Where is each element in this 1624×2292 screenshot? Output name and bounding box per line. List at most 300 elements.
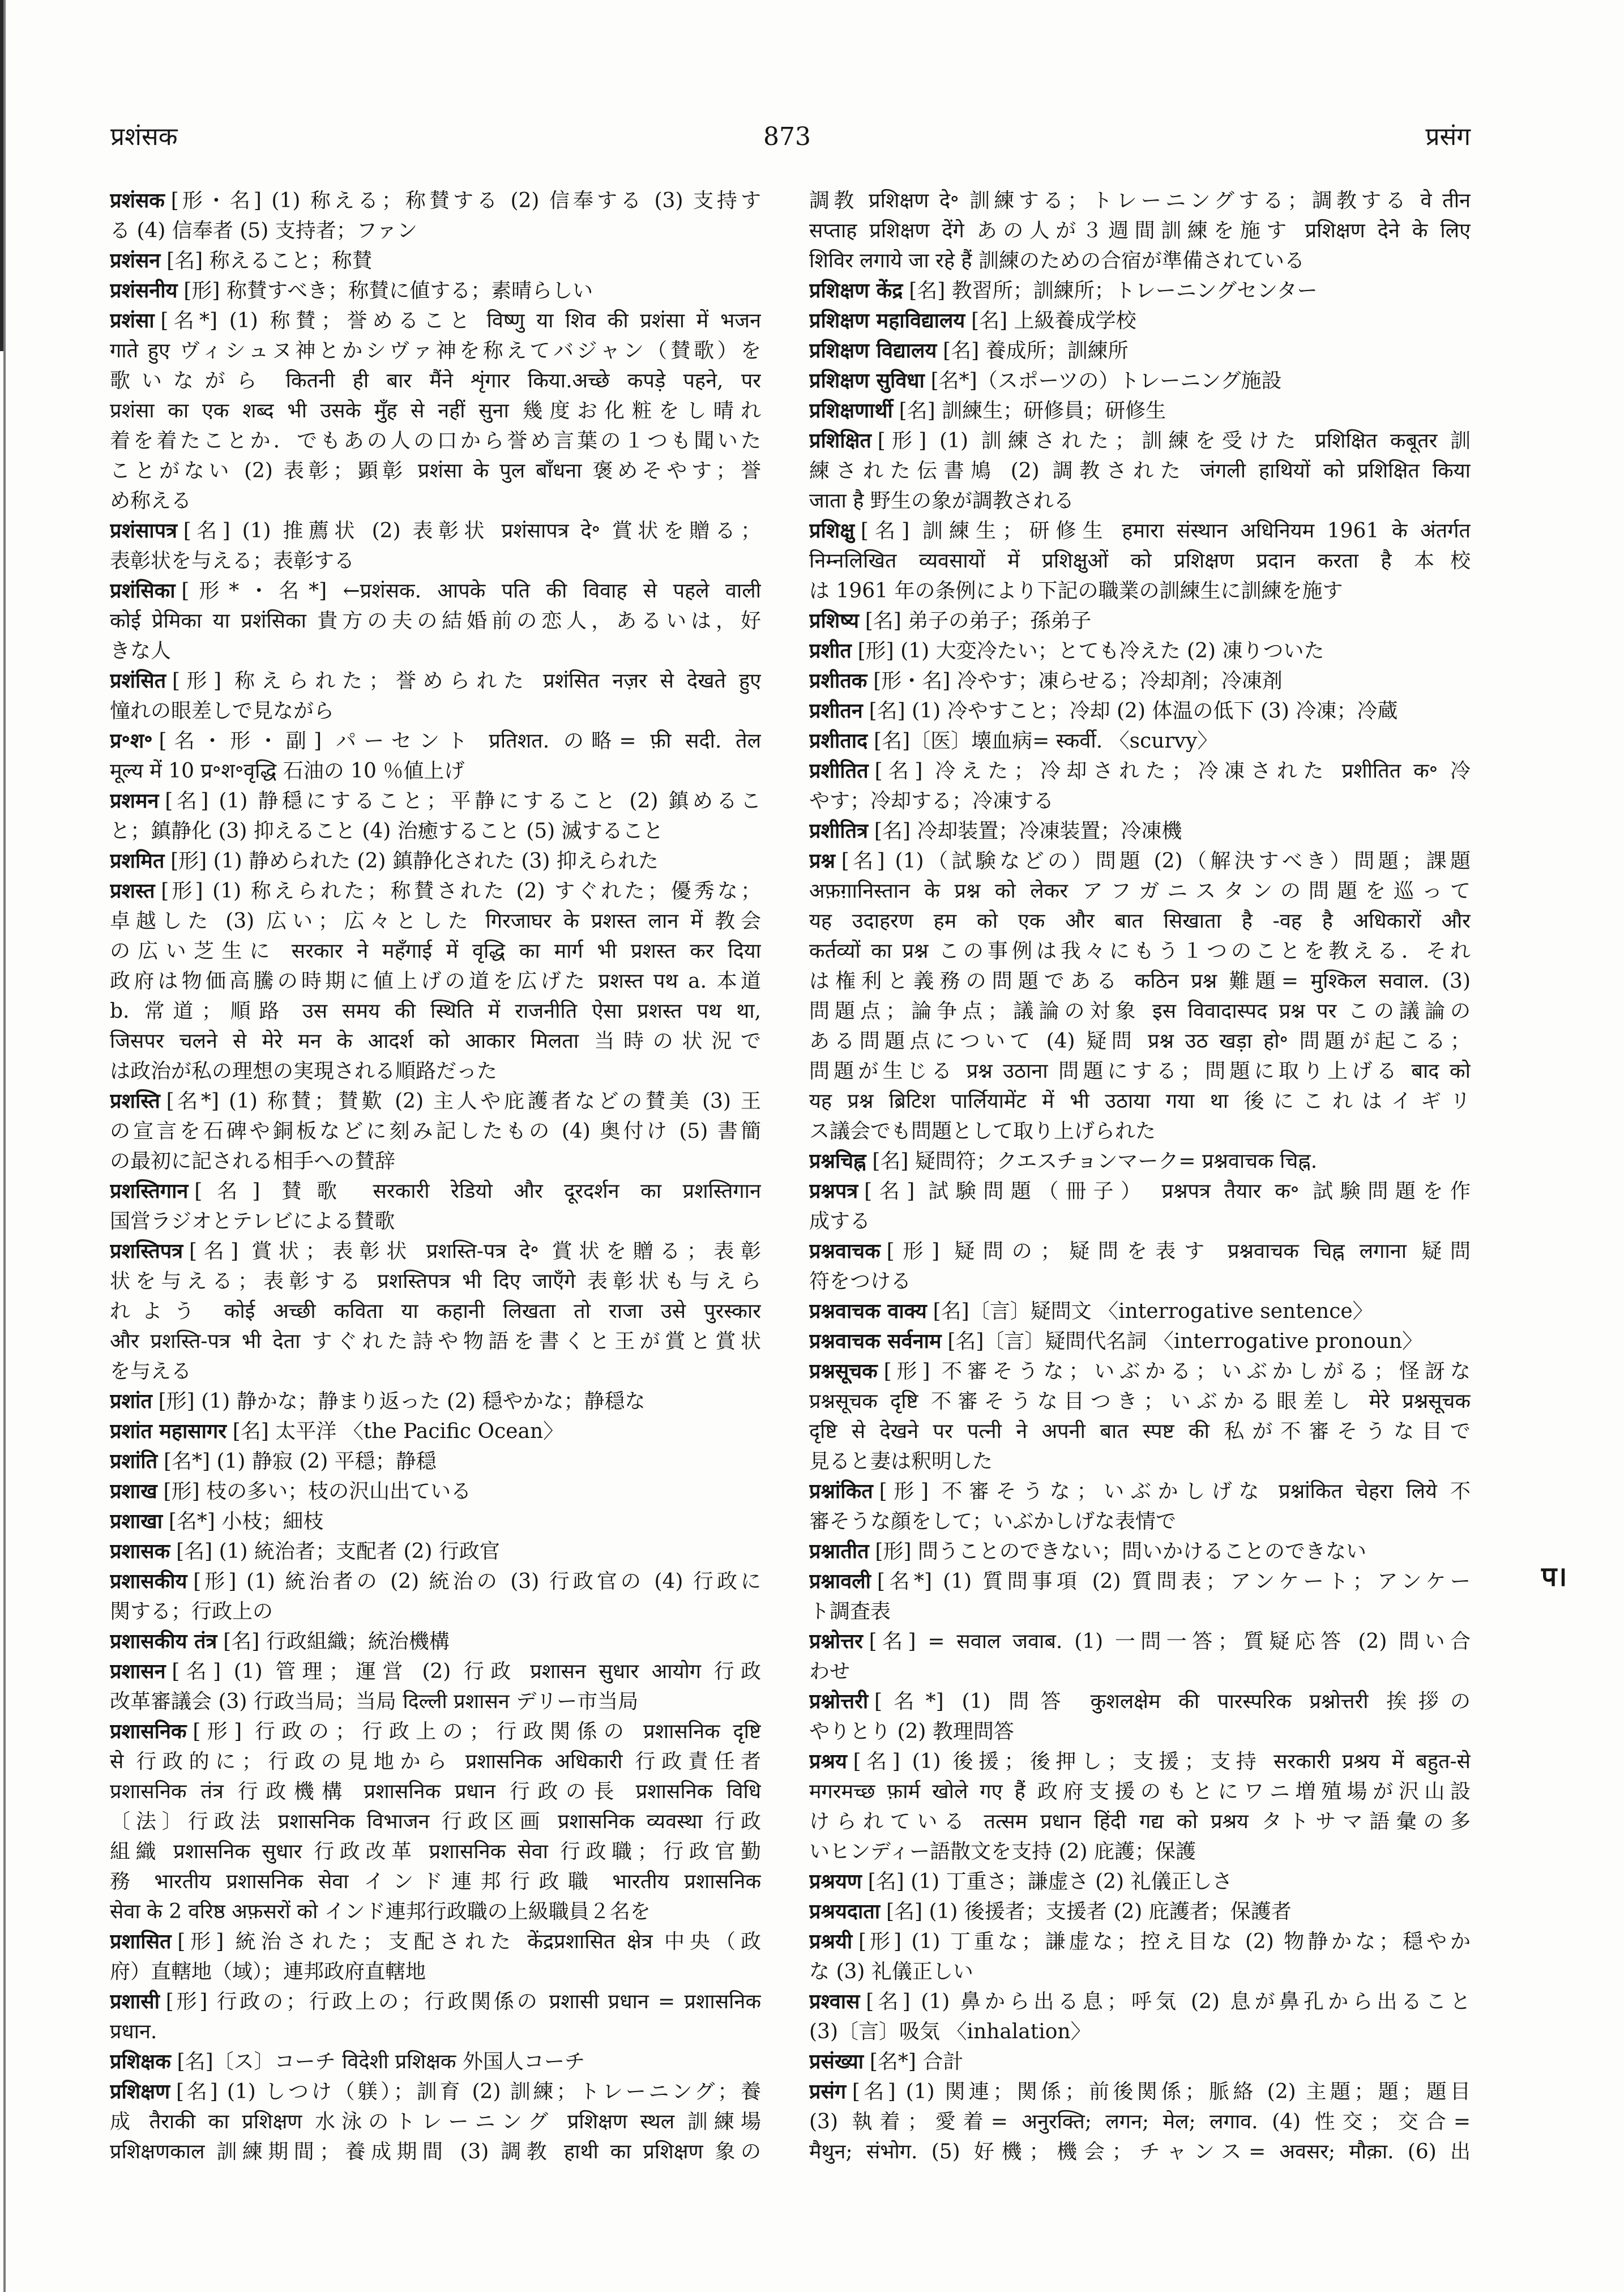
entry-first-line (809, 426, 1471, 456)
entry-headword: प्रश्नचिह्न (809, 1149, 866, 1173)
entry-text: [形] 称賛すべき；称賛に値する；素晴らしい (183, 279, 593, 302)
entry-text: [形・名] (1) 称える；称賛する (2) 信奉する (3) 支持す (170, 189, 761, 212)
entry-continuation-line (809, 1116, 1471, 1146)
entry-text: 状を与える；表彰する प्रशस्तिपत्र भी दिए जाएँगे 表彰状も与えら (110, 1270, 761, 1293)
entry-continuation-line (809, 966, 1471, 996)
entry-text: [形] 称えられた；誉められた प्रशंसित नज़र से देखते हुए (172, 669, 761, 693)
entry-continuation-line (110, 966, 761, 996)
entry-text: 練された伝書鳩 (2) 調教された जंगली हाथियों को प्रशिक्षित किया (809, 459, 1471, 483)
entry-first-line (809, 1927, 1471, 1957)
entry-first-line (110, 276, 761, 306)
entry-headword: प्रशिक्षणार्थी (809, 399, 893, 422)
entry-text: 成する (809, 1210, 871, 1233)
entry-headword: प्रशिक्षण विद्यालय (809, 339, 937, 362)
entry-first-line (110, 306, 761, 336)
entry-text: [名] (1) 静穏にすること；平静にすること (2) 鎮めるこ (165, 789, 761, 813)
entry-first-line (110, 726, 761, 756)
entry-text: [名] (1)（試験などの）問題 (2)（解決すべき）問題；課題 (841, 850, 1471, 873)
entry-continuation-line (110, 1356, 761, 1386)
entry-first-line (809, 696, 1471, 726)
entry-text: の宣言を石碑や銅板などに刻み記したもの (4) 奥付け (5) 書簡 (110, 1120, 761, 1143)
entry-continuation-line (809, 1957, 1471, 1987)
entry-first-line (110, 1086, 761, 1116)
entry-headword: प्रशांत (110, 1389, 152, 1413)
entry-text: の広い芝生に सरकार ने महँगाई में वृद्धि का मार्ग भी प्रशस्त कर दिया (110, 940, 761, 963)
entry-text: [名*] (1) 称賛；誉めること विष्णु या शिव की प्रशंसा में भजन (160, 309, 761, 332)
entry-text: 符をつける (809, 1270, 912, 1293)
entry-continuation-line (110, 426, 761, 456)
entry-first-line (809, 336, 1471, 366)
entry-headword: प्रशिक्षण (110, 2080, 170, 2103)
entry-continuation-line (809, 1807, 1471, 1837)
entry-continuation-line (110, 816, 761, 846)
entry-continuation-line (110, 1206, 761, 1236)
entry-text: [名] 疑問符；クエスチョンマーク= प्रश्नवाचक चिह्न. (872, 1150, 1318, 1173)
entry-text: [名] 訓練生；研修員；研修生 (899, 399, 1166, 422)
entry-first-line (110, 1176, 761, 1206)
entry-text: [形] (1) 静かな；静まり返った (2) 穏やかな；静穏な (158, 1390, 646, 1413)
entry-headword: प्रशीतन (809, 699, 863, 723)
entry-text: [名] 称えること；称賛 (166, 249, 373, 272)
entry-text: いヒンディー語散文を支持 (2) 庇護；保護 (809, 1840, 1196, 1863)
entry-text: [名]〔言〕疑問文 〈interrogative sentence〉 (933, 1300, 1373, 1323)
entry-text: [名] (1) しつけ（躾）；訓育 (2) 訓練；トレーニング；養 (176, 2080, 761, 2103)
entry-text: [名] (1) 後援者；支援者 (2) 庇護者；保護者 (886, 1900, 1292, 1923)
entry-text: [名] (1) 後援；後押し；支援；支持 सरकारी प्रश्रय में बहुत-से (853, 1750, 1471, 1773)
entry-headword: प्रशिक्षण केंद्र (809, 279, 903, 302)
entry-text: 調教 प्रशिक्षण दे॰ 訓練する；トレーニングする；調教する वे तीन (809, 189, 1471, 212)
entry-continuation-line (110, 2107, 761, 2137)
entry-first-line (809, 1476, 1471, 1506)
entry-continuation-line (110, 366, 761, 396)
entry-first-line (809, 276, 1471, 306)
entry-headword: प्रश्नवाचक वाक्य (809, 1299, 927, 1323)
entry-first-line (809, 1236, 1471, 1266)
entry-headword: प्रशिष्य (809, 609, 859, 633)
entry-first-line (110, 1446, 761, 1476)
entry-text: [形] (1) 丁重な；謙虚な；控え目な (2) 物静かな；穏やか (858, 1930, 1471, 1953)
entry-continuation-line (110, 756, 761, 786)
entry-headword: प्रशासनिक (110, 1719, 187, 1743)
entry-text: (3) 執着；愛着= अनुरक्ति; लगन; मेल; लगाव. (4) 性交；交合= (809, 2110, 1471, 2133)
entry-text: きな人 (110, 639, 172, 663)
entry-first-line (110, 1416, 761, 1446)
entry-first-line (110, 1476, 761, 1506)
entry-continuation-line (110, 486, 761, 516)
entry-text: やりとり (2) 教理問答 (809, 1720, 1014, 1743)
entry-continuation-line (809, 486, 1471, 516)
entry-continuation-line (809, 1446, 1471, 1476)
entry-text: と；鎮静化 (3) 抑えること (4) 治癒すること (5) 滅すること (110, 820, 664, 843)
entry-first-line (809, 1356, 1471, 1386)
entry-first-line (110, 246, 761, 276)
entry-first-line (110, 666, 761, 696)
entry-text: अफ़ग़ानिस्तान के प्रश्न को लेकर アフガニスタンの問題を巡って (809, 880, 1471, 903)
entry-continuation-line (809, 1206, 1471, 1236)
entry-first-line (809, 1176, 1471, 1206)
entry-text: सप्ताह प्रशिक्षण देंगे あの人が３週間訓練を施す प्रशिक्षण देने के लिए (809, 219, 1471, 242)
entry-first-line (110, 186, 761, 216)
entry-continuation-line (809, 1717, 1471, 1747)
entry-text: 卓越した (3) 広い；広々とした गिरजाघर के प्रशस्त लान में 教会 (110, 910, 761, 933)
entry-text: [名] = सवाल जवाब. (1) 一問一答；質疑応答 (2) 問い合 (869, 1630, 1471, 1653)
entry-first-line (809, 1146, 1471, 1176)
entry-text: [形] 不審そうな；いぶかる；いぶかしがる；怪訝な (883, 1360, 1471, 1383)
entry-text: 国営ラジオとテレビによる賛歌 (110, 1210, 395, 1233)
entry-continuation-line (110, 1747, 761, 1777)
entry-first-line (809, 1326, 1471, 1356)
entry-headword: प्रशंसन (110, 249, 161, 272)
entry-first-line (110, 1627, 761, 1657)
entry-text: [名] 訓練生；研修生 हमारा संस्थान अधिनियम 1961 के अंतर्गत (860, 519, 1471, 543)
running-head-left: प्रशंसक (110, 122, 178, 151)
entry-continuation-line (110, 606, 761, 636)
entry-text: め称える (110, 489, 192, 513)
entry-headword: प्रशंसापत्र (110, 519, 177, 543)
entry-continuation-line (809, 936, 1471, 966)
entry-text: प्रधान. (110, 2020, 157, 2043)
entry-headword: प्रशासकीय तंत्र (110, 1629, 217, 1653)
right-column (809, 186, 1471, 2167)
entry-text: [名*] (1) 問答 कुशलक्षेम की पारस्परिक प्रश्नोत्तरी 挨拶の (874, 1690, 1471, 1713)
entry-text: [名] 賛歌 सरकारी रेडियो और दूरदर्शन का प्रशस्तिगान (194, 1180, 761, 1203)
entry-headword: प्रशंसित (110, 669, 166, 693)
entry-first-line (809, 1296, 1471, 1326)
entry-continuation-line (110, 936, 761, 966)
entry-text: [名] 養成所；訓練所 (943, 339, 1129, 362)
entry-text: ことがない (2) 表彰；顕彰 प्रशंसा के पुल बाँधना 褒めそやす；誉 (110, 459, 761, 483)
entry-text: से 行政的に；行政の見地から प्रशासनिक अधिकारी 行政責任者 (110, 1750, 761, 1773)
entry-first-line (809, 726, 1471, 756)
entry-continuation-line (809, 1266, 1471, 1296)
entry-continuation-line (809, 1056, 1471, 1086)
entry-headword: प्रशस्त (110, 879, 155, 903)
entry-headword: प्रशिक्षण सुविधा (809, 369, 925, 392)
entry-first-line (809, 1867, 1471, 1897)
entry-continuation-line (809, 186, 1471, 216)
entry-continuation-line (110, 1687, 761, 1717)
entry-text: 〔法〕行政法 प्रशासनिक विभाजन 行政区画 प्रशासनिक व्यवस्था 行政 (110, 1810, 761, 1833)
entry-text: [形] 問うことのできない；問いかけることのできない (875, 1540, 1366, 1563)
entry-text: [名] 太平洋 〈the Pacific Ocean〉 (232, 1420, 564, 1443)
entry-continuation-line (110, 216, 761, 246)
entry-text: और प्रशस्ति-पत्र भी देता すぐれた詩や物語を書くと王が賞と賞状 (110, 1330, 761, 1353)
entry-headword: प्रश्नवाचक सर्वनाम (809, 1329, 942, 1353)
entry-text: जाता है 野生の象が調教される (809, 489, 1074, 513)
entry-text: は権利と義務の問題である कठिन प्रश्न 難題= मुश्किल सवाल. (3) (809, 970, 1471, 993)
entry-continuation-line (809, 1777, 1471, 1807)
entry-text: निम्नलिखित व्यवसायों में प्रशिक्षुओं को प्रशिक्षण प्रदान करता है 本校 (809, 549, 1471, 573)
entry-text: 問題点；論争点；議論の対象 इस विवादास्पद प्रश्न पर この議論の (809, 1000, 1471, 1023)
entry-first-line (809, 306, 1471, 336)
entry-text: ト調査表 (809, 1600, 891, 1623)
entry-continuation-line (809, 1657, 1471, 1687)
entry-continuation-line (110, 1296, 761, 1326)
entry-text: [名*] (1) 質問事項 (2) 質問表；アンケート；アンケー (877, 1570, 1471, 1593)
entry-continuation-line (110, 456, 761, 486)
entry-text: [名] 弟子の弟子；孫弟子 (865, 609, 1092, 633)
entry-headword: प्रशस्तिपत्र (110, 1239, 183, 1263)
entry-text: प्रशिक्षणकाल 訓練期間；養成期間 (3) 調教 हाथी का प्रशिक्षण 象の (110, 2140, 761, 2163)
entry-first-line (809, 2077, 1471, 2107)
entry-first-line (110, 1987, 761, 2017)
entry-headword: प्रशंसिका (110, 579, 176, 603)
entry-first-line (809, 2047, 1471, 2077)
entry-headword: प्रश्नपत्र (809, 1179, 858, 1203)
entry-text: प्रश्नसूचक दृष्टि 不審そうな目つき；いぶかる眼差し मेरे प्रश्नसूचक (809, 1390, 1471, 1413)
entry-text: ある問題点について (4) 疑問 प्रश्न उठ खड़ा हो॰ 問題が起こる； (809, 1030, 1471, 1053)
entry-continuation-line (110, 696, 761, 726)
entry-first-line (809, 636, 1471, 666)
entry-text: やす；冷却する；冷凍する (809, 789, 1054, 813)
entry-continuation-line (110, 2017, 761, 2047)
entry-text: [名] 試験問題（冊子） प्रश्नपत्र तैयार क॰ 試験問題を作 (864, 1180, 1471, 1203)
entry-continuation-line (809, 2107, 1471, 2137)
entry-text: [形・名] 冷やす；凍らせる；冷却剤；冷凍剤 (873, 669, 1283, 693)
entry-continuation-line (110, 1777, 761, 1807)
entry-first-line (809, 816, 1471, 846)
entry-text: 府）直轄地（域）；連邦政府直轄地 (110, 1960, 426, 1983)
entry-text: 改革審議会 (3) 行政当局；当局 दिल्ली प्रशासन デリー市当局 (110, 1690, 639, 1713)
entry-headword: प्रशासी (110, 1990, 160, 2013)
entry-continuation-line (110, 1266, 761, 1296)
entry-first-line (110, 1536, 761, 1567)
entry-text: [形] (1) 統治者の (2) 統治の (3) 行政官の (4) 行政に (193, 1570, 761, 1593)
entry-first-line (809, 516, 1471, 546)
entry-headword: प्रशीतक (809, 669, 867, 693)
entry-text: [名] 賞状；表彰状 प्रशस्ति-पत्र दे॰ 賞状を贈る；表彰 (189, 1240, 761, 1263)
entry-text: 成 तैराकी का प्रशिक्षण 水泳のトレーニング प्रशिक्षण स्थल 訓練場 (110, 2110, 761, 2133)
entry-continuation-line (809, 576, 1471, 606)
entry-headword: प्रश्रयण (809, 1870, 862, 1893)
entry-text: यह प्रश्न ब्रिटिश पार्लियामेंट में भी उठाया गया था 後にこれはイギリ (809, 1090, 1471, 1113)
entry-first-line (809, 666, 1471, 696)
entry-text: सेवा के 2 वरिष्ठ अफ़सरों को インド連邦行政職の上級職員２名を (110, 1900, 651, 1923)
entry-text: [名] (1) 推薦状 (2) 表彰状 प्रशंसापत्र दे॰ 賞状を贈る； (183, 519, 761, 543)
entry-headword: प्रसंग (809, 2080, 847, 2103)
entry-text: [形] 疑問の；疑問を表す प्रश्नवाचक चिह्न लगाना 疑問 (886, 1240, 1471, 1263)
entry-headword: प्रश्न (809, 849, 835, 873)
entry-headword: प्रश्नवाचक (809, 1239, 881, 1263)
entry-continuation-line (110, 996, 761, 1026)
entry-text: [名] (1) 統治者；支配者 (2) 行政官 (176, 1540, 500, 1563)
entry-headword: प्रश्नातीत (809, 1539, 869, 1563)
entry-headword: प्रशासकीय (110, 1569, 187, 1593)
entry-headword: प्रशमन (110, 789, 159, 813)
entry-continuation-line (110, 1867, 761, 1897)
entry-first-line (809, 1687, 1471, 1717)
entry-text: [形] 統治された；支配された केंद्रप्रशासित क्षेत्र 中央（政 (177, 1930, 761, 1953)
entry-first-line (110, 876, 761, 906)
entry-text: けられている तत्सम प्रधान हिंदी गद्य को प्रश्रय タトサマ語彙の多 (809, 1810, 1471, 1833)
entry-text: मूल्य में 10 प्र॰श॰वृद्धि 石油の 10 ％値上げ (110, 759, 465, 783)
entry-text: の最初に記される相手への賛辞 (110, 1150, 396, 1173)
entry-text: わせ (809, 1660, 851, 1683)
entry-text: れよう कोई अच्छी कविता या कहानी लिखता तो राजा उसे पुरस्कार (110, 1300, 761, 1323)
entry-text: शिविर लगाये जा रहे हैं 訓練のための合宿が準備されている (809, 249, 1305, 272)
entry-text: [名] 上級養成学校 (971, 309, 1136, 332)
entry-text: [形] 不審そうな；いぶかしげな प्रश्नांकित चेहरा लिये 不 (879, 1480, 1471, 1503)
entry-text: [名] (1) 鼻から出る息；呼気 (2) 息が鼻孔から出ること (866, 1990, 1471, 2013)
entry-first-line (110, 1927, 761, 1957)
entry-text: 関する；行政上の (110, 1600, 273, 1623)
entry-text: ス議会でも問題として取り上げられた (809, 1120, 1156, 1143)
entry-text: [名*]（スポーツの）トレーニング施設 (930, 369, 1282, 392)
entry-text: [名]〔医〕壊血病= स्कर्वी. 〈scurvy〉 (874, 729, 1218, 753)
entry-continuation-line (110, 1326, 761, 1356)
entry-headword: प्रशीताद (809, 729, 868, 753)
entry-headword: प्रशांत महासागर (110, 1419, 226, 1443)
entry-headword: प्रश्नावली (809, 1569, 871, 1593)
entry-headword: प्र॰श॰ (110, 729, 153, 753)
entry-headword: प्रसंख्या (809, 2050, 864, 2073)
entry-continuation-line (110, 1026, 761, 1056)
entry-continuation-line (110, 1597, 761, 1627)
entry-text: 歌いながら कितनी ही बार मैंने शृंगार किया.अच्छे कपड़े पहने, पर (110, 369, 761, 392)
entry-text: [形] (1) 静められた (2) 鎮静化された (3) 抑えられた (170, 850, 659, 873)
entry-headword: प्रशस्ति (110, 1089, 160, 1113)
entry-continuation-line (110, 636, 761, 666)
entry-headword: प्रशांति (110, 1449, 158, 1473)
entry-headword: प्रश्रय (809, 1749, 847, 1773)
entry-continuation-line (809, 216, 1471, 246)
entry-continuation-line (110, 396, 761, 426)
entry-text: [名*] (1) 静寂 (2) 平穏；静穏 (163, 1450, 437, 1473)
entry-text: [名・形・副] パーセント प्रतिशत. の略= फ़ी सदी. तेल (159, 729, 761, 753)
entry-text: [名] (1) 丁重さ；謙虚さ (2) 礼儀正しさ (867, 1870, 1233, 1893)
entry-continuation-line (809, 1597, 1471, 1627)
entry-first-line (110, 2047, 761, 2077)
entry-text: 審そうな顔をして；いぶかしげな表情で (809, 1510, 1177, 1533)
entry-text: [名] 行政組織；統治機構 (223, 1630, 450, 1653)
entry-headword: प्रशंसक (110, 189, 165, 212)
entry-text: यह उदाहरण हम को एक और बात सिखाता है -वह है अधिकारों और (809, 910, 1471, 933)
entry-text: [形] (1) 称えられた；称賛された (2) すぐれた；優秀な； (161, 880, 761, 903)
entry-headword: प्रशीतित (809, 759, 869, 783)
entry-text: な (3) 礼儀正しい (809, 1960, 973, 1983)
entry-headword: प्रश्रयदाता (809, 1900, 881, 1923)
entry-first-line (809, 1987, 1471, 2017)
entry-continuation-line (809, 786, 1471, 816)
entry-headword: प्रशिक्षक (110, 2050, 171, 2073)
entry-text: る (4) 信奉者 (5) 支持者；ファン (110, 219, 418, 242)
entry-text: जिसपर चलने से मेरे मन के आदर्श को आकार मिलता 当時の状況で (110, 1030, 761, 1053)
entry-text: [名] (1) 管理；運営 (2) 行政 प्रशासन सुधार आयोग 行政 (172, 1660, 761, 1683)
entry-first-line (809, 606, 1471, 636)
entry-headword: प्रश्नसूचक (809, 1359, 878, 1383)
entry-text: मगरमच्छ फ़ार्म खोले गए हैं 政府支援のもとにワニ増殖場が沢山設 (809, 1780, 1471, 1803)
entry-continuation-line (110, 1807, 761, 1837)
entry-headword: प्रशिक्षण महाविद्यालय (809, 309, 965, 332)
entry-text: [名]〔言〕疑問代名詞 〈interrogative pronoun〉 (947, 1330, 1423, 1353)
entry-continuation-line (809, 1086, 1471, 1116)
entry-headword: प्रशाखा (110, 1509, 163, 1533)
entry-continuation-line (809, 996, 1471, 1026)
running-head-right: प्रसंग (1425, 122, 1471, 151)
entry-continuation-line (809, 456, 1471, 486)
entry-headword: प्रश्नोत्तर (809, 1629, 863, 1653)
entry-continuation-line (809, 546, 1471, 576)
page-edge-line (3, 0, 6, 2292)
entry-text: 政府は物価高騰の時期に値上げの道を広げた प्रशस्त पथ a. 本道 (110, 970, 761, 993)
entry-text: 憧れの眼差しで見ながら (110, 699, 335, 723)
entry-text: (3)〔言〕吸気 〈inhalation〉 (809, 2020, 1091, 2043)
entry-text: [名] 冷えた；冷却された；冷凍された प्रशीतित क॰ 冷 (874, 759, 1471, 783)
entry-continuation-line (809, 1386, 1471, 1416)
entry-first-line (110, 516, 761, 546)
entry-text: を与える (110, 1360, 192, 1383)
entry-continuation-line (110, 1056, 761, 1086)
entry-continuation-line (809, 246, 1471, 276)
entry-first-line (809, 366, 1471, 396)
entry-text: [形] (1) 訓練された；訓練を受けた प्रशिक्षित कबूतर 訓 (877, 429, 1471, 453)
entry-headword: प्रशासन (110, 1659, 166, 1683)
entry-text: [名*] 小枝；細枝 (168, 1510, 324, 1533)
entry-headword: प्रश्रयी (809, 1930, 853, 1953)
entry-continuation-line (110, 1116, 761, 1146)
entry-text: 務 भारतीय प्रशासनिक सेवा インド連邦行政職 भारतीय प्रशासनिक (110, 1870, 761, 1893)
entry-first-line (809, 396, 1471, 426)
entry-text: दृष्टि से देखने पर पत्नी ने अपनी बात स्पष्ट की 私が不審そうな目で (809, 1420, 1471, 1443)
entry-text: [名] 冷却装置；冷凍装置；冷凍機 (874, 820, 1182, 843)
entry-first-line (809, 1536, 1471, 1567)
entry-first-line (110, 786, 761, 816)
entry-text: कर्तव्यों का प्रश्न この事例は我々にもう１つのことを教える．それ (809, 940, 1471, 963)
entry-continuation-line (809, 2137, 1471, 2167)
entry-continuation-line (110, 546, 761, 576)
entry-continuation-line (809, 1837, 1471, 1867)
entry-continuation-line (110, 336, 761, 366)
left-column (110, 186, 761, 2167)
entry-continuation-line (110, 1957, 761, 1987)
entry-text: प्रशंसा का एक शब्द भी उसके मुँह से नहीं सुना 幾度お化粧をし晴れ (110, 399, 761, 422)
entry-text: 問題が生じる प्रश्न उठाना 問題にする；問題に取り上げる बाद को (809, 1060, 1471, 1083)
entry-text: मैथुन; संभोग. (5) 好機；機会；チャンス= अवसर; मौक़ा. (6) 出 (809, 2140, 1471, 2163)
entry-text: [形] (1) 大変冷たい；とても冷えた (2) 凍りついた (857, 639, 1324, 663)
entry-continuation-line (809, 876, 1471, 906)
entry-headword: प्रशासक (110, 1539, 170, 1563)
entry-headword: प्रश्नांकित (809, 1479, 873, 1503)
entry-text: [名*] (1) 称賛；賛歎 (2) 主人や庇護者などの賛美 (3) 王 (166, 1090, 761, 1113)
entry-text: [形] 行政の；行政上の；行政関係の प्रशासनिक दृष्टि (193, 1720, 761, 1743)
entry-text: 見ると妻は釈明した (809, 1450, 993, 1473)
entry-headword: प्रश्नोत्तरी (809, 1689, 869, 1713)
entry-text: [名]〔ス〕コーチ विदेशी प्रशिक्षक 外国人コーチ (177, 2050, 585, 2073)
entry-text: गाते हुए ヴィシュヌ神とかシヴァ神を称えてバジャン（賛歌）を (110, 339, 761, 362)
entry-continuation-line (809, 906, 1471, 936)
entry-first-line (110, 2077, 761, 2107)
entry-headword: प्रशंसा (110, 309, 155, 332)
entry-headword: प्रशीतित्र (809, 819, 869, 843)
entry-text: 着を着たことか．でもあの人の口から誉め言葉の１つも聞いた (110, 429, 761, 453)
entry-first-line (809, 1567, 1471, 1597)
page-number: 873 (763, 122, 811, 151)
entry-text: は政治が私の理想の実現される順路だった (110, 1060, 498, 1083)
entry-first-line (809, 1897, 1471, 1927)
entry-first-line (110, 1236, 761, 1266)
entry-first-line (809, 756, 1471, 786)
entry-first-line (110, 1657, 761, 1687)
entry-text: [形] 枝の多い；枝の沢山出ている (163, 1480, 472, 1503)
entry-headword: प्रशंसनीय (110, 279, 178, 302)
entry-continuation-line (110, 2137, 761, 2167)
entry-text: b. 常道；順路 उस समय की स्थिति में राजनीति ऐसा प्रशस्त पथ था, (110, 1000, 761, 1023)
entry-headword: प्रशिक्षित (809, 429, 871, 453)
entry-continuation-line (110, 1837, 761, 1867)
entry-continuation-line (110, 906, 761, 936)
entry-text: [名] (1) 冷やすこと；冷却 (2) 体温の低下 (3) 冷凍；冷蔵 (869, 699, 1398, 723)
entry-headword: प्रशाख (110, 1479, 157, 1503)
